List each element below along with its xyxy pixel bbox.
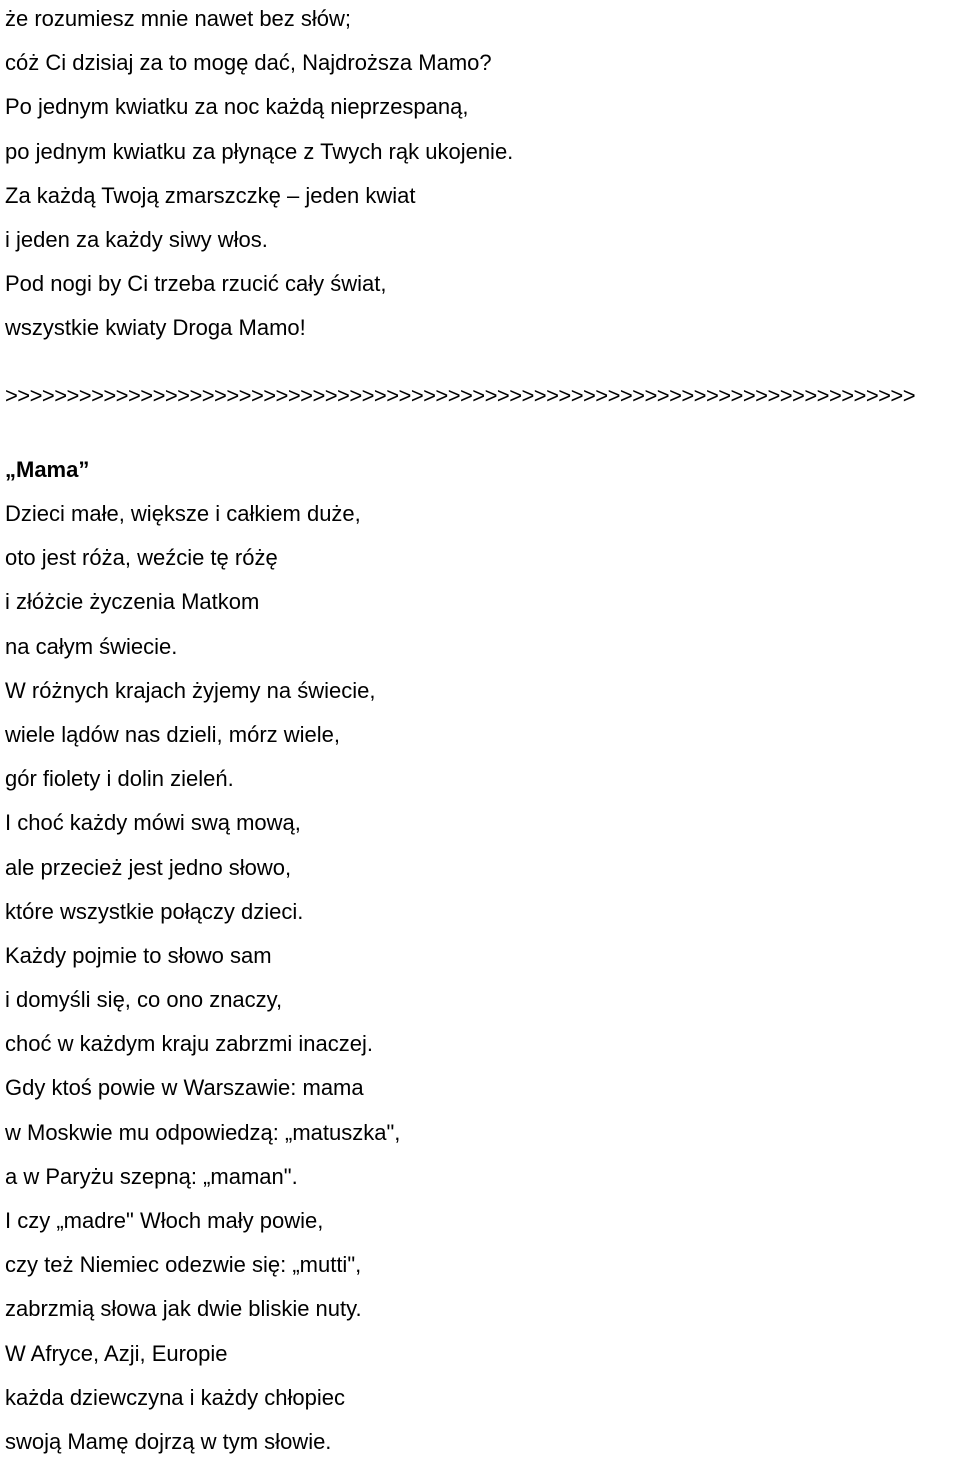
poem-line: Gdy ktoś powie w Warszawie: mama (5, 1075, 364, 1101)
poem-line: gór fiolety i dolin zieleń. (5, 766, 234, 792)
poem-line: zabrzmią słowa jak dwie bliskie nuty. (5, 1296, 362, 1322)
poem-line: swoją Mamę dojrzą w tym słowie. (5, 1428, 332, 1454)
poem-line: cóż Ci dzisiaj za to mogę dać, Najdroższa Mamo? (5, 50, 492, 76)
poem-line: Dzieci małe, większe i całkiem duże, (5, 501, 361, 526)
poem-line: na całym świecie. (5, 633, 178, 659)
poem-line: po jednym kwiatku za płynące z Twych rąk ukojenie. (5, 138, 514, 164)
poem-line: ale przecież jest jedno słowo, (5, 854, 292, 880)
poem-line: W Afryce, Azji, Europie (5, 1340, 228, 1366)
poem-line: W różnych krajach żyjemy na świecie, (5, 677, 376, 703)
poem-line: Każdy pojmie to słowo sam (5, 942, 272, 968)
poem-line: w Moskwie mu odpowiedzą: „matuszka", (5, 1119, 401, 1145)
poem-line: że rozumiesz mnie nawet bez słów; (5, 6, 352, 31)
poem-line: Za każdą Twoją zmarszczkę – jeden kwiat (5, 182, 416, 208)
separator-line: >>>>>>>>>>>>>>>>>>>>>>>>>>>>>>>>>>>>>>>>>>>>>>>>>>>>>>>>>>>>>>>>>>>>>>>>>> (5, 383, 916, 408)
poem-line: które wszystkie połączy dzieci. (5, 898, 304, 924)
poem-line: Po jednym kwiatku za noc każdą nieprzespaną, (5, 94, 469, 120)
poem-line: i domyśli się, co ono znaczy, (5, 987, 283, 1013)
poem-line: czy też Niemiec odezwie się: „mutti", (5, 1252, 362, 1278)
poem-line: choć w każdym kraju zabrzmi inaczej. (5, 1031, 374, 1057)
poem-line: wszystkie kwiaty Droga Mamo! (5, 315, 306, 341)
poem-line: I choć każdy mówi swą mową, (5, 810, 301, 836)
poem-line: I czy „madre" Włoch mały powie, (5, 1208, 324, 1233)
poem-title: „Mama” (5, 457, 90, 482)
poem-line: a w Paryżu szepną: „maman". (5, 1163, 298, 1189)
poem-line: i złóżcie życzenia Matkom (5, 589, 260, 615)
poem-line: i jeden za każdy siwy włos. (5, 226, 268, 252)
poem-line: każda dziewczyna i każdy chłopiec (5, 1384, 345, 1410)
poem-stanza-2 (5, 492, 400, 1464)
poem-line: Pod nogi by Ci trzeba rzucić cały świat, (5, 271, 387, 297)
poem-stanza-1 (5, 0, 513, 351)
poem-line: wiele lądów nas dzieli, mórz wiele, (5, 721, 341, 747)
poem-line: oto jest róża, weźcie tę różę (5, 545, 278, 571)
